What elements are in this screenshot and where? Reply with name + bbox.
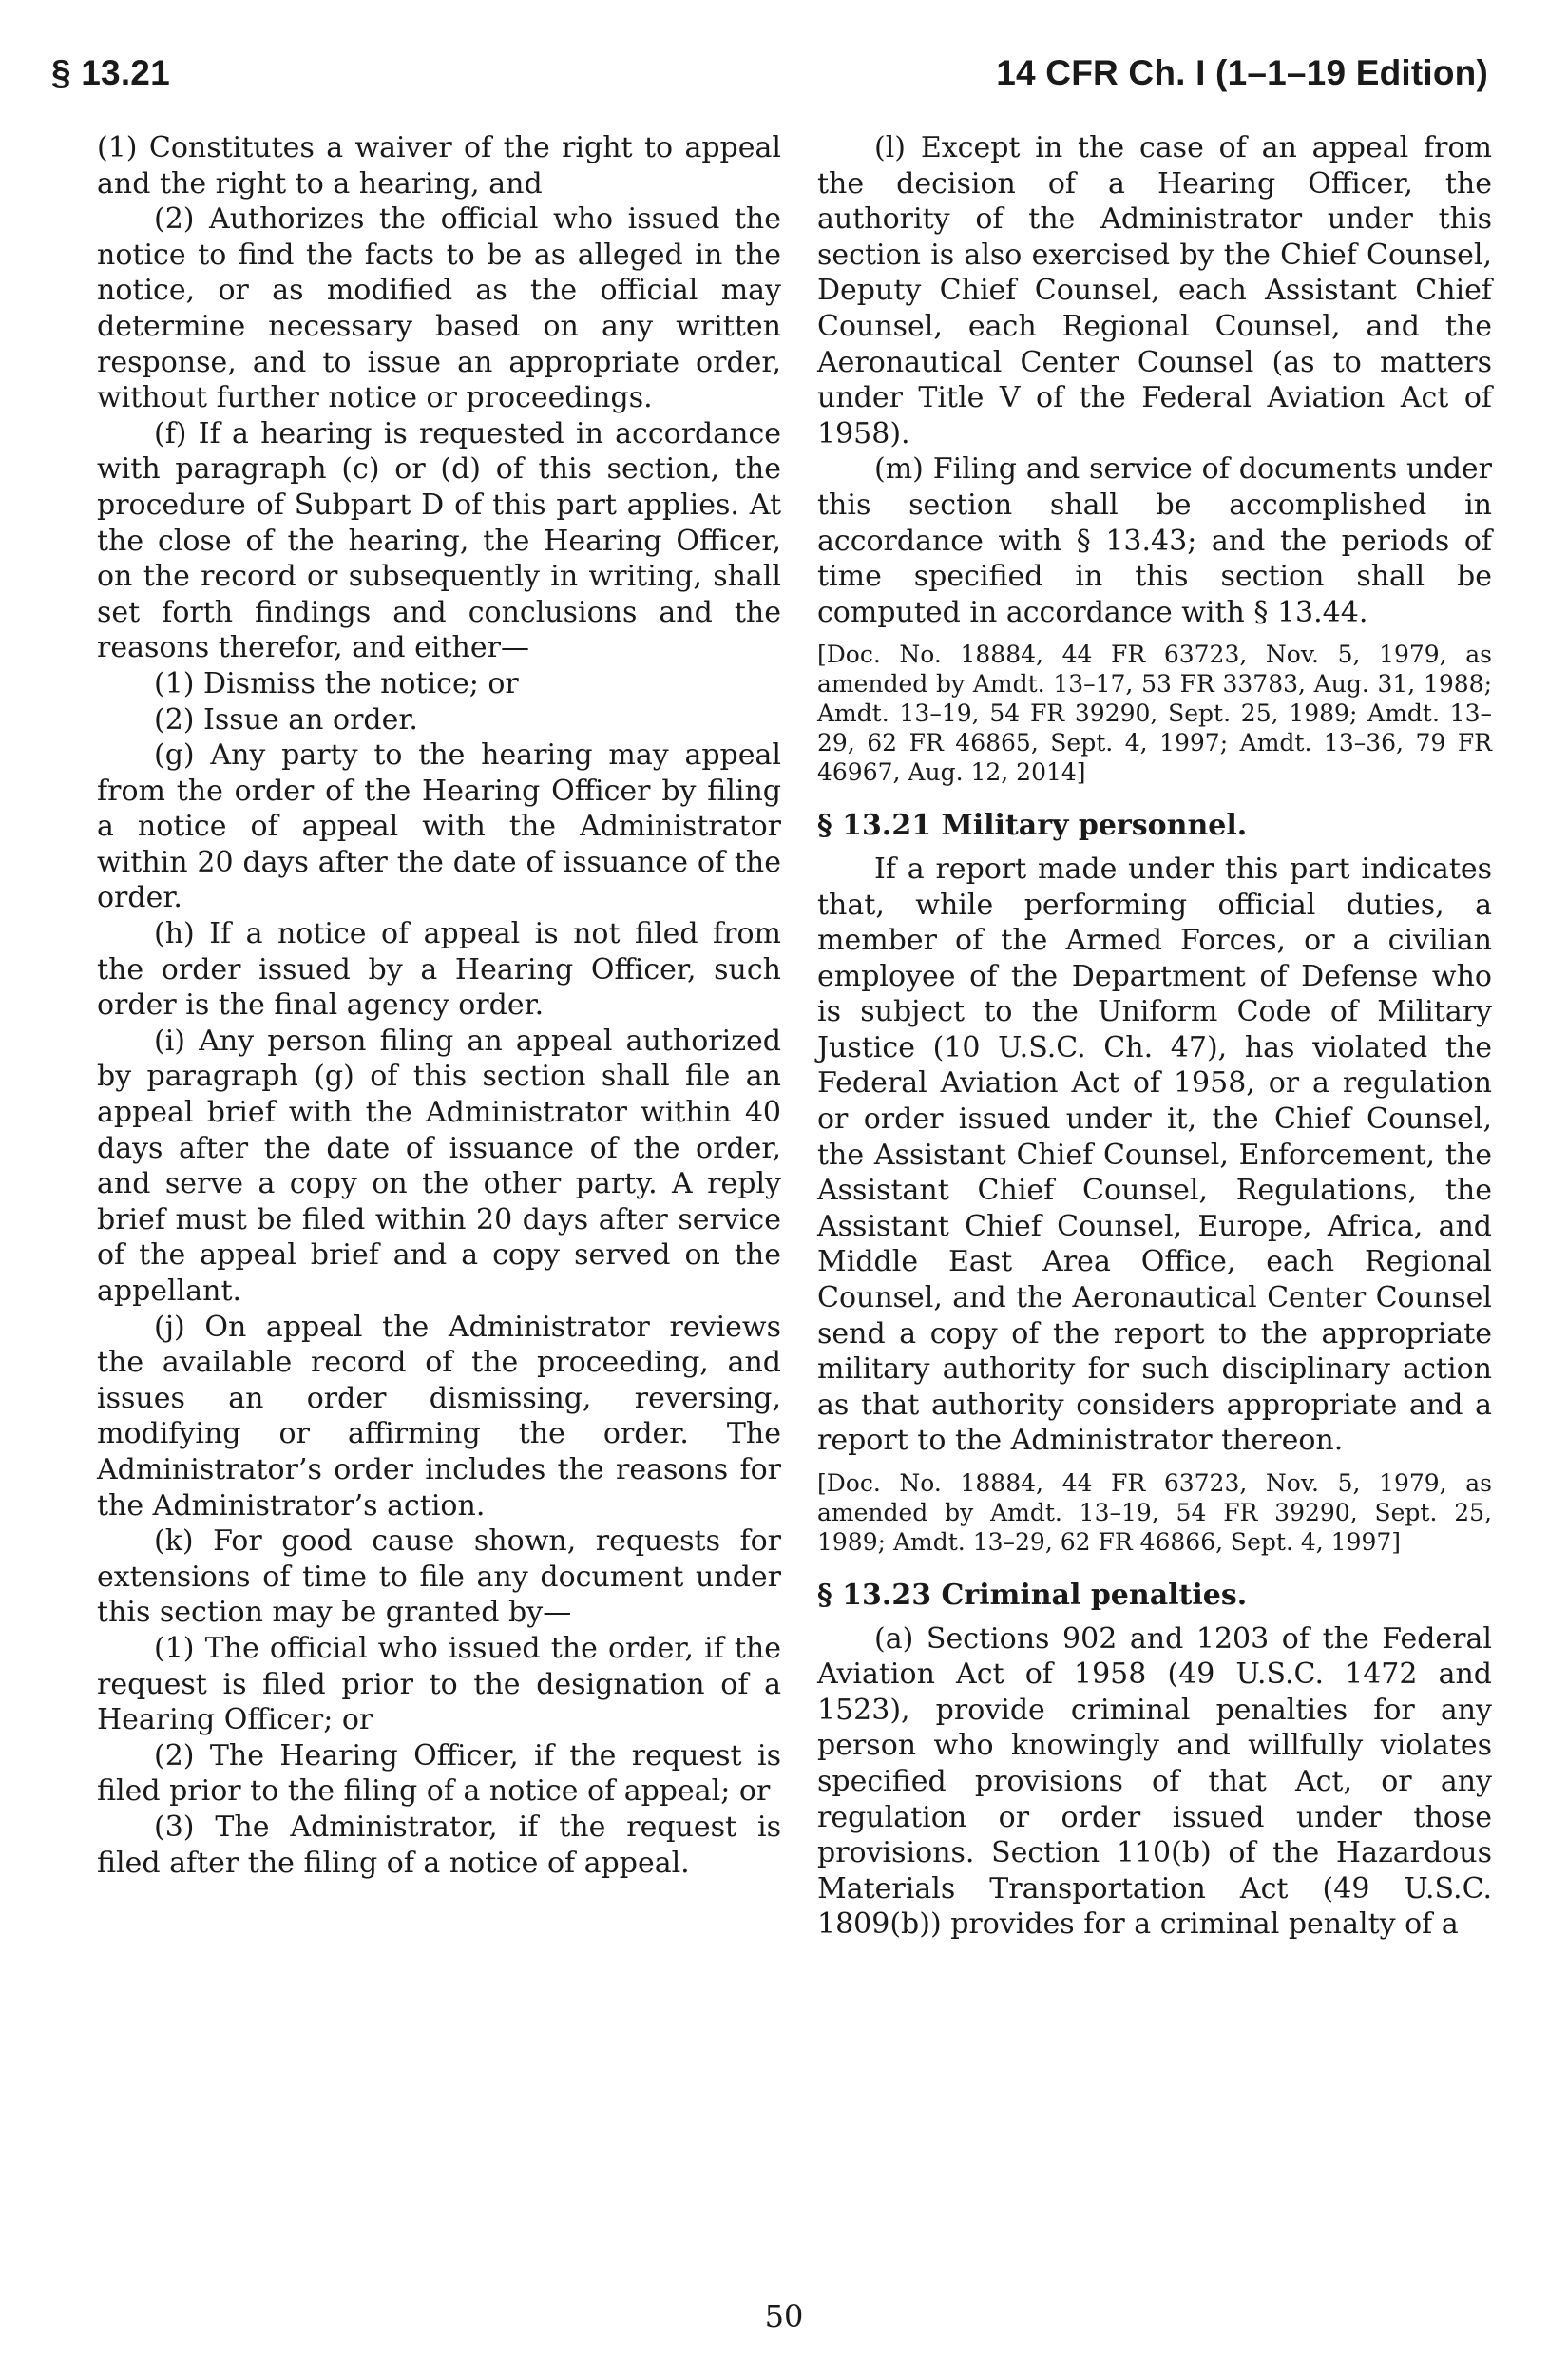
paragraph: (1) Constitutes a waiver of the right to appeal and the right to a hearing, and	[97, 131, 781, 201]
paragraph: (l) Except in the case of an appeal from the decision of a Hearing Officer, the authority of the Administrator under this section is also exercised by the Chief Counsel, Deputy Chief Counsel, each Assistant Chief Counsel, each Regional Counsel, and the Aeronautical Center Counsel (as to matters under Title V of the Federal Aviation Act of 1958).	[817, 131, 1492, 450]
paragraph: (a) Sections 902 and 1203 of the Federal Aviation Act of 1958 (49 U.S.C. 1472 and 1523), provide criminal penalties for any person who knowingly and willfully violates specified provisions of that Act, or any regulation or order issued under those provisions. Section 110(b) of the Hazardous Materials Transportation Act (49 U.S.C. 1809(b)) provides for a criminal penalty of a	[817, 1621, 1492, 1942]
paragraph: (3) The Administrator, if the request is filed after the filing of a notice of appeal.	[97, 1810, 781, 1880]
left-column	[97, 130, 781, 1881]
right-column	[817, 130, 1492, 1943]
source-note: [Doc. No. 18884, 44 FR 63723, Nov. 5, 1979, as amended by Amdt. 13–17, 53 FR 33783, Aug. 31, 1988; Amdt. 13–19, 54 FR 39290, Sept. 25, 1989; Amdt. 13–29, 62 FR 46865, Sept. 4, 1997; Amdt. 13–36, 79 FR 46967, Aug. 12, 2014]	[817, 641, 1492, 787]
paragraph: (j) On appeal the Administrator reviews the available record of the proceeding, and issues an order dismissing, reversing, modifying or affirming the order. The Administrator’s order includes the reasons for the Administrator’s action.	[97, 1310, 781, 1523]
paragraph: (f) If a hearing is requested in accordance with paragraph (c) or (d) of this section, the procedure of Subpart D of this part applies. At the close of the hearing, the Hearing Officer, on the record or subsequently in writing, shall set forth findings and conclusions and the reasons therefor, and either—	[97, 416, 781, 665]
running-head-citation: 14 CFR Ch. I (1–1–19 Edition)	[996, 53, 1488, 92]
paragraph: (g) Any party to the hearing may appeal from the order of the Hearing Officer by filing a notice of appeal with the Administrator within 20 days after the date of issuance of the order.	[97, 738, 781, 915]
paragraph: (k) For good cause shown, requests for extensions of time to file any document under this section may be granted by—	[97, 1524, 781, 1630]
paragraph: (m) Filing and service of documents under this section shall be accomplished in accordance with § 13.43; and the periods of time specified in this section shall be computed in accordance with § 13.44.	[817, 452, 1492, 629]
paragraph: (2) Authorizes the official who issued the notice to find the facts to be as alleged in the notice, or as modified as the official may determine necessary based on any written response, and to issue an appropriate order, without further notice or proceedings.	[97, 202, 781, 415]
section-heading: § 13.21 Military personnel.	[817, 809, 1248, 843]
paragraph: (2) Issue an order.	[154, 702, 418, 737]
paragraph: (i) Any person filing an appeal authorized by paragraph (g) of this section shall file an appeal brief with the Administrator within 40 days after the date of issuance of the order, and serve a copy on the other party. A reply brief must be filed within 20 days after service of the appeal brief and a copy served on the appellant.	[97, 1024, 781, 1308]
running-head-section: § 13.21	[51, 53, 170, 92]
paragraph: If a report made under this part indicates that, while performing official duties, a member of the Armed Forces, or a civilian employee of the Department of Defense who is subject to the Uniform Code of Military Justice (10 U.S.C. Ch. 47), has violated the Federal Aviation Act of 1958, or a regulation or order issued under it, the Chief Counsel, the Assistant Chief Counsel, Enforcement, the Assistant Chief Counsel, Regulations, the Assistant Chief Counsel, Europe, Africa, and Middle East Area Office, each Regional Counsel, and the Aeronautical Center Counsel send a copy of the report to the appropriate military authority for such disciplinary action as that authority considers appropriate and a report to the Administrator thereon.	[817, 852, 1492, 1458]
section-heading: § 13.23 Criminal penalties.	[817, 1579, 1248, 1612]
paragraph: (1) The official who issued the order, if the request is filed prior to the designation of a Hearing Officer; or	[97, 1631, 781, 1737]
source-note: [Doc. No. 18884, 44 FR 63723, Nov. 5, 1979, as amended by Amdt. 13–19, 54 FR 39290, Sept. 25, 1989; Amdt. 13–29, 62 FR 46866, Sept. 4, 1997]	[817, 1469, 1492, 1556]
paragraph: (h) If a notice of appeal is not filed from the order issued by a Hearing Officer, such order is the final agency order.	[97, 917, 781, 1023]
page-number: 50	[764, 2298, 804, 2334]
paragraph: (1) Dismiss the notice; or	[154, 666, 519, 700]
paragraph: (2) The Hearing Officer, if the request is filed prior to the filing of a notice of appeal; or	[97, 1738, 781, 1809]
